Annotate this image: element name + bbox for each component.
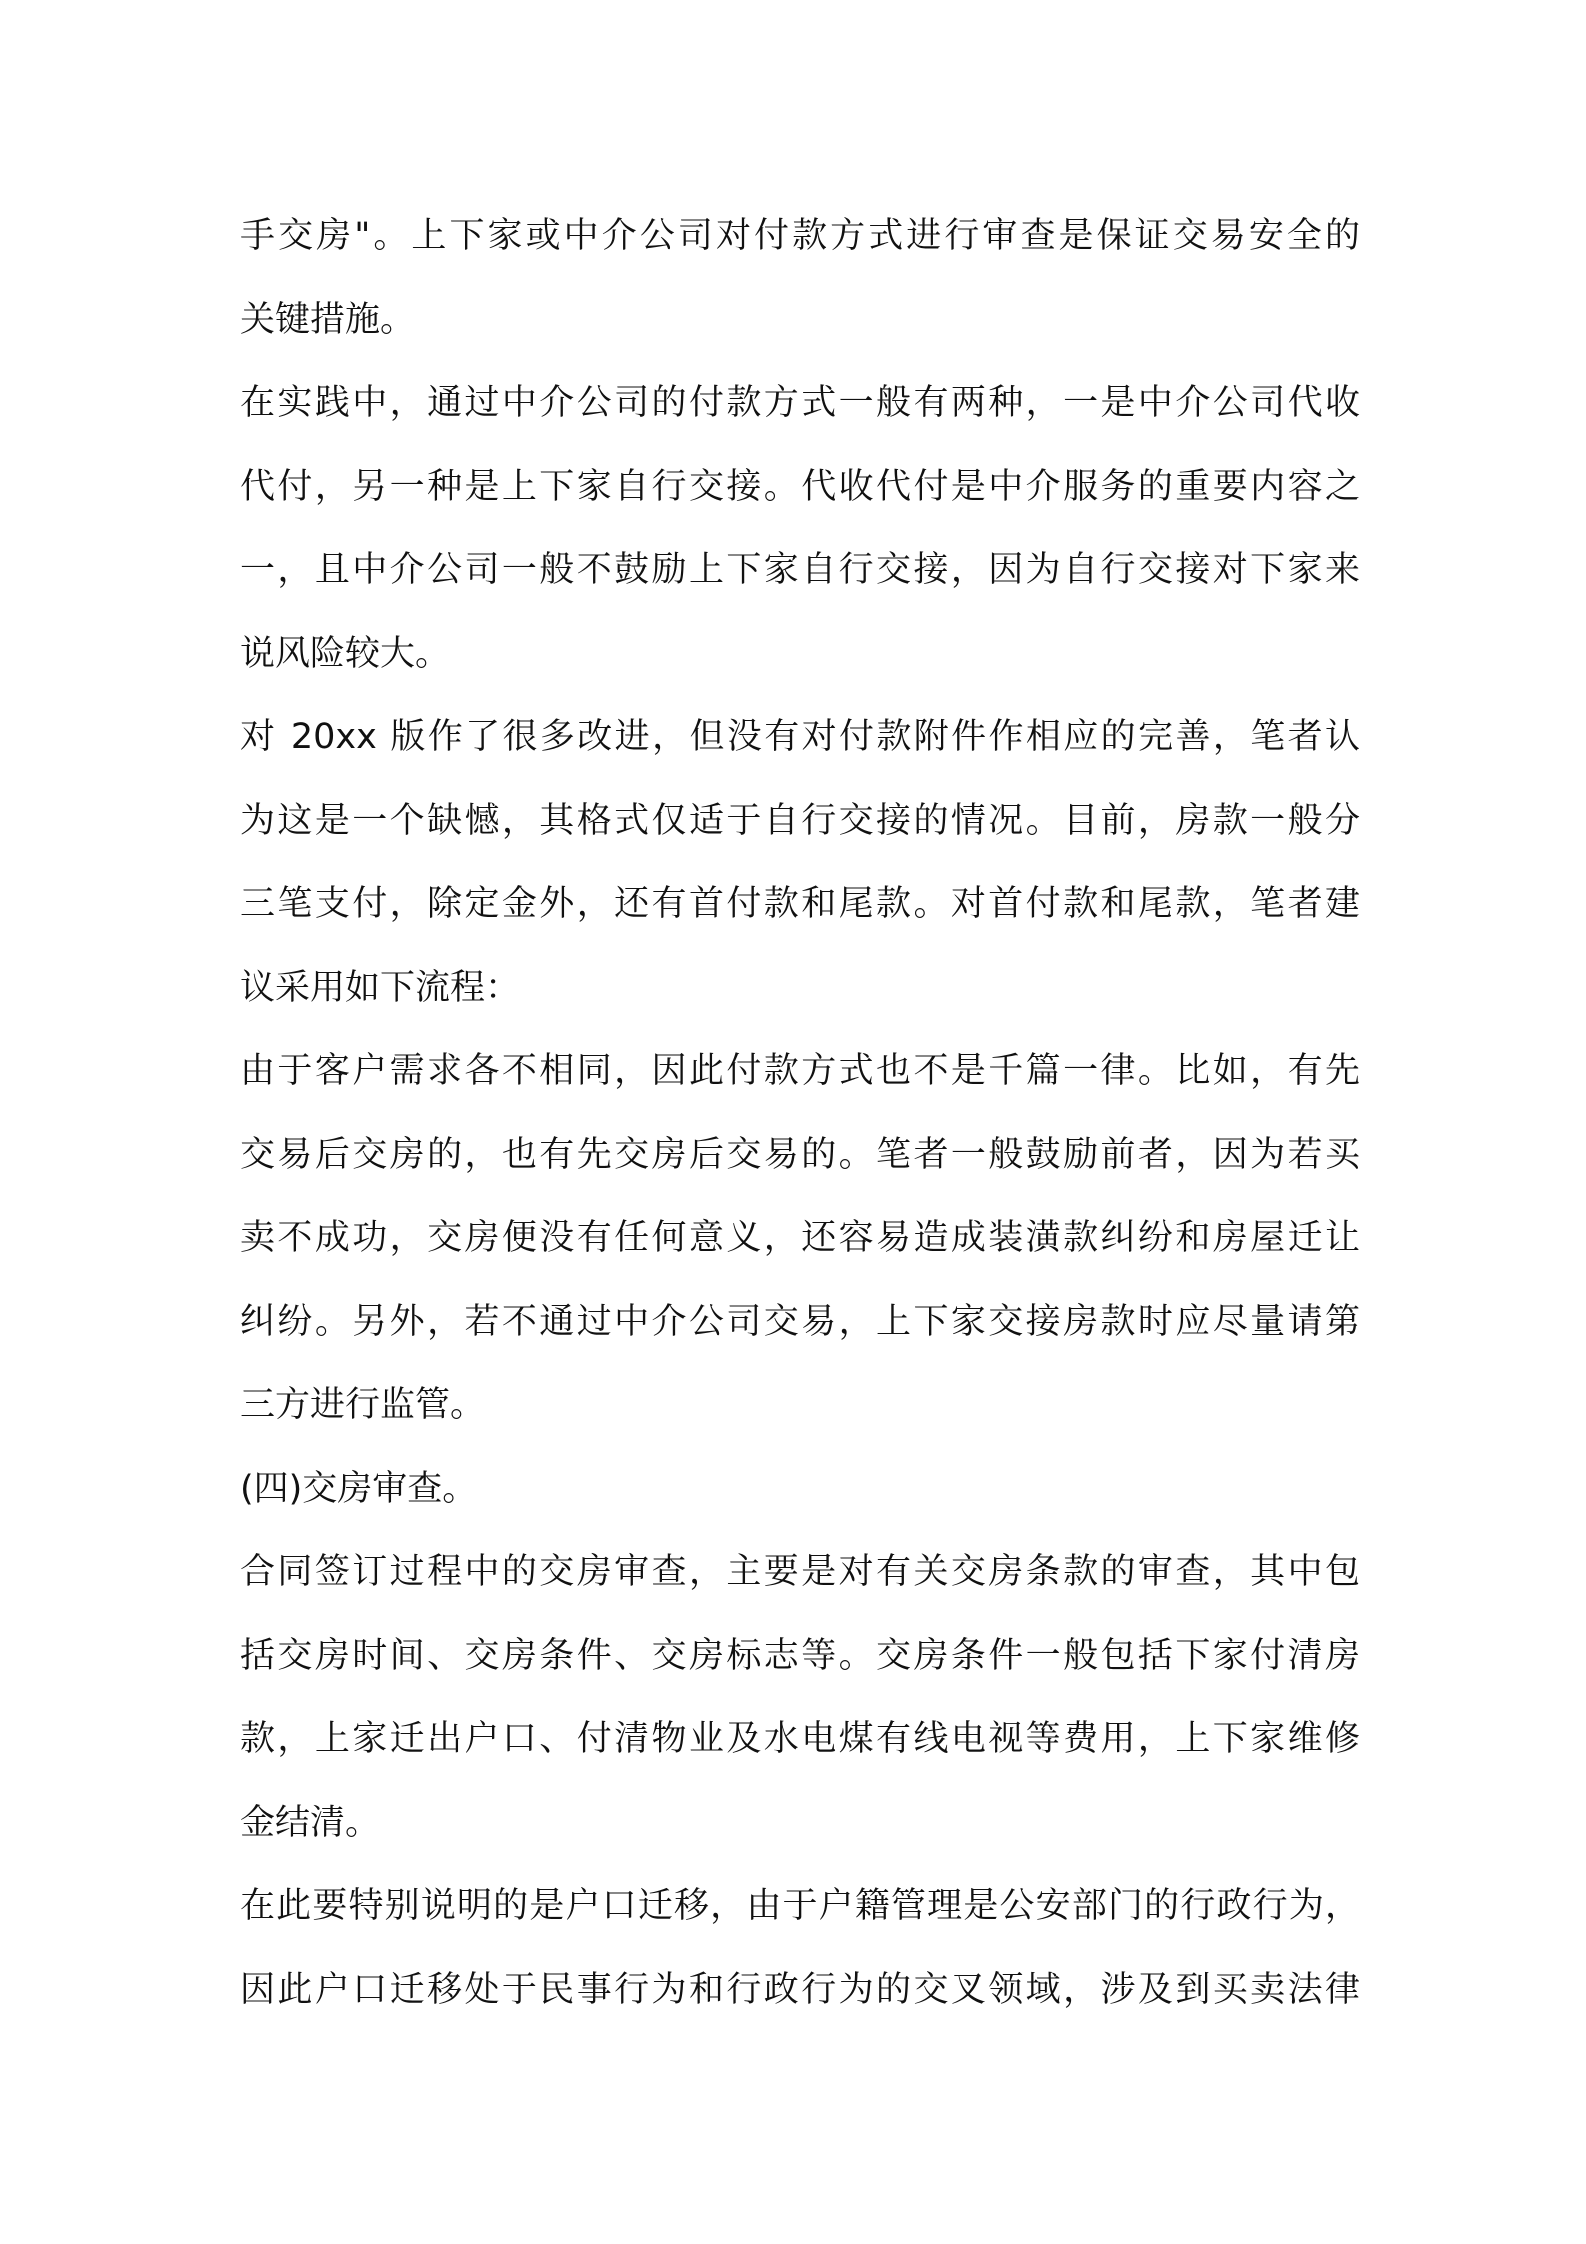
text-line: 在此要特别说明的是户口迁移，由于户籍管理是公安部门的行政行为， xyxy=(240,1886,1360,1926)
text-line: 对 20xx 版作了很多改进，但没有对付款附件作相应的完善，笔者认 xyxy=(240,717,1360,757)
text-line: 交易后交房的，也有先交房后交易的。笔者一般鼓励前者，因为若买 xyxy=(240,1134,1360,1175)
text-line: 代付，另一种是上下家自行交接。代收代付是中介服务的重要内容之 xyxy=(240,466,1360,507)
text-line: 说风险较大。 xyxy=(240,633,451,674)
text-line: 手交房"。上下家或中介公司对付款方式进行审查是保证交易安全的 xyxy=(240,216,1360,256)
text-line: 议采用如下流程： xyxy=(240,967,521,1008)
section-heading: (四)交房审查。 xyxy=(240,1468,478,1509)
text-line: 款，上家迁出户口、付清物业及水电煤有线电视等费用，上下家维修 xyxy=(240,1719,1360,1759)
text-line: 由于客户需求各不相同，因此付款方式也不是千篇一律。比如，有先 xyxy=(240,1051,1360,1091)
text-line: 三笔支付，除定金外，还有首付款和尾款。对首付款和尾款，笔者建 xyxy=(240,884,1360,924)
text-line: 为这是一个缺憾，其格式仅适于自行交接的情况。目前，房款一般分 xyxy=(240,800,1360,841)
document-body xyxy=(240,195,1360,2032)
text-line: 关键措施。 xyxy=(240,299,416,340)
text-line: 金结清。 xyxy=(240,1802,381,1843)
text-line: 括交房时间、交房条件、交房标志等。交房条件一般包括下家付清房 xyxy=(240,1635,1360,1676)
text-line: 卖不成功，交房便没有任何意义，还容易造成装潢款纠纷和房屋迁让 xyxy=(240,1218,1360,1258)
text-line: 合同签订过程中的交房审查，主要是对有关交房条款的审查，其中包 xyxy=(240,1552,1360,1592)
text-line: 在实践中，通过中介公司的付款方式一般有两种，一是中介公司代收 xyxy=(240,383,1360,423)
text-line: 一，且中介公司一般不鼓励上下家自行交接，因为自行交接对下家来 xyxy=(240,550,1360,590)
text-line: 纠纷。另外，若不通过中介公司交易，上下家交接房款时应尽量请第 xyxy=(240,1301,1360,1342)
text-line: 因此户口迁移处于民事行为和行政行为的交叉领域，涉及到买卖法律 xyxy=(240,1969,1360,2010)
text-line: 三方进行监管。 xyxy=(240,1385,486,1425)
